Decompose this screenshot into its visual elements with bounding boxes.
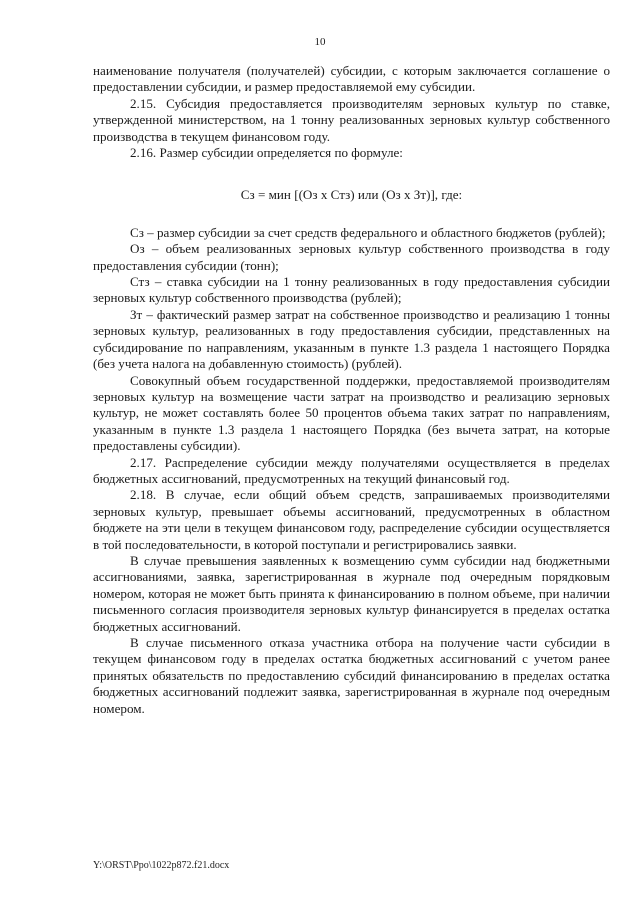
definition-zt: Зт – фактический размер затрат на собственное производство и реализацию 1 тонны зерновых культур, реализованных в году предоставления субсидии, представленных на субсидирование по направлениям, указанным в пункте 1.3 раздела 1 настоящего Порядка (без учета налога на добавленную стоимость) (рублей). (93, 306, 610, 372)
paragraph-2-18: 2.18. В случае, если общий объем средств, запрашиваемых производителями зерновых культур, превышает объемы ассигнований, предусмотренных в областном бюджете на эти цели в текущем финансовом году, распределение субсидии осуществляется в той последовательности, в которой поступали и регистрировались заявки. (93, 487, 610, 552)
paragraph-written-refusal: В случае письменного отказа участника отбора на получение части субсидии в текущем финансовом году в пределах остатка бюджетных ассигнований с учетом ранее принятых обязательств по предоставлению субсидий финансированию в пределах остатка бюджетных ассигнований подлежит заявка, зарегистрированная в журнале под очередным номером. (93, 635, 610, 716)
paragraph-intro: наименование получателя (получателей) субсидии, с которым заключается соглашение о предоставлении субсидии, и размер предоставляемой ему субсидии. (93, 63, 610, 95)
paragraph-2-15: 2.15. Субсидия предоставляется производителям зерновых культур по ставке, утвержденной министерством, на 1 тонну реализованных зерновых культур собственного производства в текущем финансовом году. (93, 95, 610, 144)
definition-stz: Стз – ставка субсидии на 1 тонну реализованных в году предоставления субсидии зерновых культур собственного производства (рублей); (93, 274, 610, 306)
file-path-footer: Y:\ORST\Ppo\1022p872.f21.docx (93, 860, 230, 871)
paragraph-support-limit: Совокупный объем государственной поддержки, предоставляемой производителям зерновых культур на возмещение части затрат на производство и реализацию зерновых культур, не может составлять более 50 процентов объема таких затрат по направлениям, указанным в пункте 1.3 раздела 1 настоящего Порядка (без вычета затрат, на которые предоставлены субсидии). (93, 372, 610, 454)
formula: Сз = мин [(Оз х Стз) или (Оз х Зт)], где: (240, 187, 463, 203)
paragraph-2-17: 2.17. Распределение субсидии между получателями осуществляется в пределах бюджетных ассигнований, предусмотренных на текущий финансовый год. (93, 454, 610, 486)
definition-sz: Сз – размер субсидии за счет средств федерального и областного бюджетов (рублей); (130, 224, 606, 240)
paragraph-excess-claims: В случае превышения заявленных к возмещению сумм субсидии над бюджетными ассигнованиями, заявка, зарегистрированная в журнале под очередным порядковым номером, которая не может быть принята к финансированию в полном объеме, при наличии письменного согласия производителя зерновых культур финансируется в пределах остатка бюджетных ассигнований. (93, 552, 610, 634)
page-number: 10 (314, 36, 326, 48)
definition-oz: Оз – объем реализованных зерновых культур собственного производства в году предоставления субсидии (тонн); (93, 241, 610, 273)
document-body (93, 63, 610, 717)
paragraph-2-16: 2.16. Размер субсидии определяется по формуле: (130, 145, 403, 161)
